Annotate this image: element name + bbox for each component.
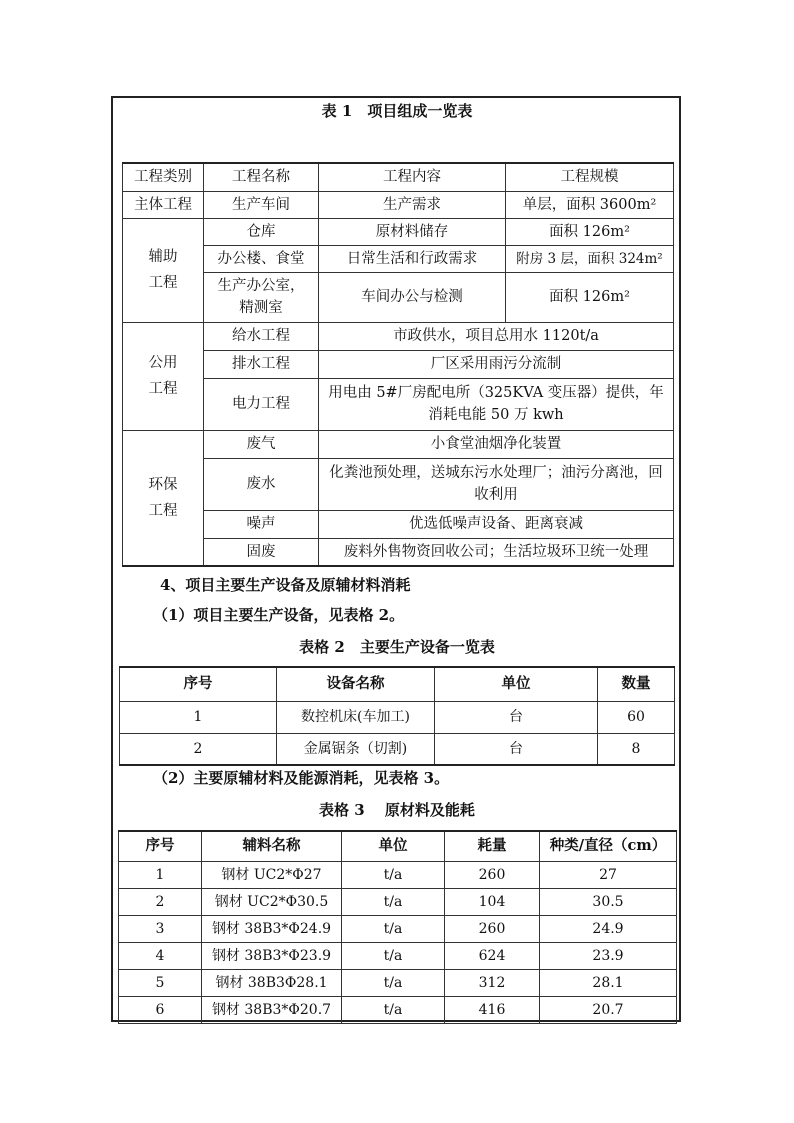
content-cell: 优选低噪声设备、距离衰减 (319, 510, 674, 538)
cell: 3 (119, 915, 202, 942)
header-cell: 序号 (119, 831, 202, 861)
table-row (123, 191, 674, 218)
table3-title: 表格 3 原材料及能耗 (319, 801, 475, 819)
scale-cell: 附房 3 层，面积 324m² (506, 245, 674, 272)
subsection-heading: （2）主要原辅材料及能源消耗，见表格 3。 (153, 769, 450, 787)
table-row (119, 831, 677, 861)
content-cell: 化粪池预处理，送城东污水处理厂；油污分离池，回收利用 (319, 458, 674, 510)
cell: t/a (342, 942, 445, 969)
cell: t/a (342, 969, 445, 996)
content-cell: 废料外售物资回收公司；生活垃圾环卫统一处理 (319, 538, 674, 566)
name-cell: 给水工程 (204, 322, 319, 350)
table3-materials (118, 830, 677, 1024)
table-row (119, 996, 677, 1023)
subsection-heading: （1）项目主要生产设备，见表格 2。 (153, 606, 405, 624)
cell: 金属锯条（切割) (277, 733, 435, 765)
cell: 钢材 38B3Φ28.1 (202, 969, 342, 996)
table-row (120, 701, 675, 733)
table-row (119, 969, 677, 996)
name-cell: 排水工程 (204, 350, 319, 378)
content-cell: 生产需求 (319, 191, 506, 218)
cell: 20.7 (540, 996, 677, 1023)
table2-title: 表格 2 主要生产设备一览表 (299, 638, 495, 656)
name-cell: 生产办公室，精测室 (204, 272, 319, 322)
category-cell: 公用工程 (123, 322, 204, 430)
table2-equipment (119, 666, 675, 766)
cell: 4 (119, 942, 202, 969)
header-cell: 序号 (120, 667, 277, 701)
cell: 30.5 (540, 888, 677, 915)
cell: 260 (445, 861, 540, 888)
cell: 416 (445, 996, 540, 1023)
table-row (119, 942, 677, 969)
cell: 104 (445, 888, 540, 915)
content-cell: 用电由 5#厂房配电所（325KVA 变压器）提供，年消耗电能 50 万 kwh (319, 378, 674, 430)
table-row (123, 272, 674, 322)
table-row (123, 510, 674, 538)
category-cell: 环保工程 (123, 430, 204, 566)
cell: t/a (342, 861, 445, 888)
header-cell: 工程内容 (319, 163, 506, 191)
category-cell: 辅助工程 (123, 218, 204, 322)
table-row (123, 218, 674, 245)
content-cell: 日常生活和行政需求 (319, 245, 506, 272)
table-row (123, 322, 674, 350)
cell: 数控机床(车加工) (277, 701, 435, 733)
cell: 台 (435, 733, 598, 765)
cell: 2 (120, 733, 277, 765)
cell: 260 (445, 915, 540, 942)
header-cell: 耗量 (445, 831, 540, 861)
header-cell: 单位 (342, 831, 445, 861)
header-cell: 工程名称 (204, 163, 319, 191)
cell: 27 (540, 861, 677, 888)
scale-cell: 单层，面积 3600m² (506, 191, 674, 218)
scale-cell: 面积 126m² (506, 272, 674, 322)
header-cell: 工程规模 (506, 163, 674, 191)
content-cell: 小食堂油烟净化装置 (319, 430, 674, 458)
cell: 5 (119, 969, 202, 996)
cell: 23.9 (540, 942, 677, 969)
section-heading: 4、项目主要生产设备及原辅材料消耗 (160, 576, 411, 594)
name-cell: 噪声 (204, 510, 319, 538)
table-row (123, 430, 674, 458)
name-cell: 固废 (204, 538, 319, 566)
table-row (123, 245, 674, 272)
name-cell: 废气 (204, 430, 319, 458)
cell: 624 (445, 942, 540, 969)
content-cell: 市政供水，项目总用水 1120t/a (319, 322, 674, 350)
table-row (123, 538, 674, 566)
table-row (120, 667, 675, 701)
scale-cell: 面积 126m² (506, 218, 674, 245)
cell: 1 (120, 701, 277, 733)
cell: 312 (445, 969, 540, 996)
header-cell: 辅料名称 (202, 831, 342, 861)
category-cell: 主体工程 (123, 191, 204, 218)
name-cell: 办公楼、食堂 (204, 245, 319, 272)
name-cell: 电力工程 (204, 378, 319, 430)
header-cell: 种类/直径（cm） (540, 831, 677, 861)
cell: 1 (119, 861, 202, 888)
header-cell: 数量 (598, 667, 675, 701)
cell: t/a (342, 888, 445, 915)
content-cell: 厂区采用雨污分流制 (319, 350, 674, 378)
cell: 60 (598, 701, 675, 733)
table-row (119, 888, 677, 915)
table1-project-composition (122, 162, 674, 567)
cell: 8 (598, 733, 675, 765)
header-cell: 工程类别 (123, 163, 204, 191)
table-row (119, 915, 677, 942)
table-row (119, 861, 677, 888)
cell: 钢材 38B3*Φ24.9 (202, 915, 342, 942)
table-row (120, 733, 675, 765)
table-row (123, 350, 674, 378)
table-row (123, 458, 674, 510)
name-cell: 废水 (204, 458, 319, 510)
cell: 24.9 (540, 915, 677, 942)
cell: 台 (435, 701, 598, 733)
table-row (123, 163, 674, 191)
table-row (123, 378, 674, 430)
cell: 钢材 38B3*Φ20.7 (202, 996, 342, 1023)
cell: 2 (119, 888, 202, 915)
cell: 钢材 38B3*Φ23.9 (202, 942, 342, 969)
table1-title: 表 1 项目组成一览表 (321, 102, 473, 120)
cell: t/a (342, 915, 445, 942)
cell: 钢材 UC2*Φ30.5 (202, 888, 342, 915)
header-cell: 单位 (435, 667, 598, 701)
cell: 28.1 (540, 969, 677, 996)
content-cell: 车间办公与检测 (319, 272, 506, 322)
cell: 6 (119, 996, 202, 1023)
name-cell: 仓库 (204, 218, 319, 245)
cell: t/a (342, 996, 445, 1023)
name-cell: 生产车间 (204, 191, 319, 218)
cell: 钢材 UC2*Φ27 (202, 861, 342, 888)
content-cell: 原材料储存 (319, 218, 506, 245)
header-cell: 设备名称 (277, 667, 435, 701)
